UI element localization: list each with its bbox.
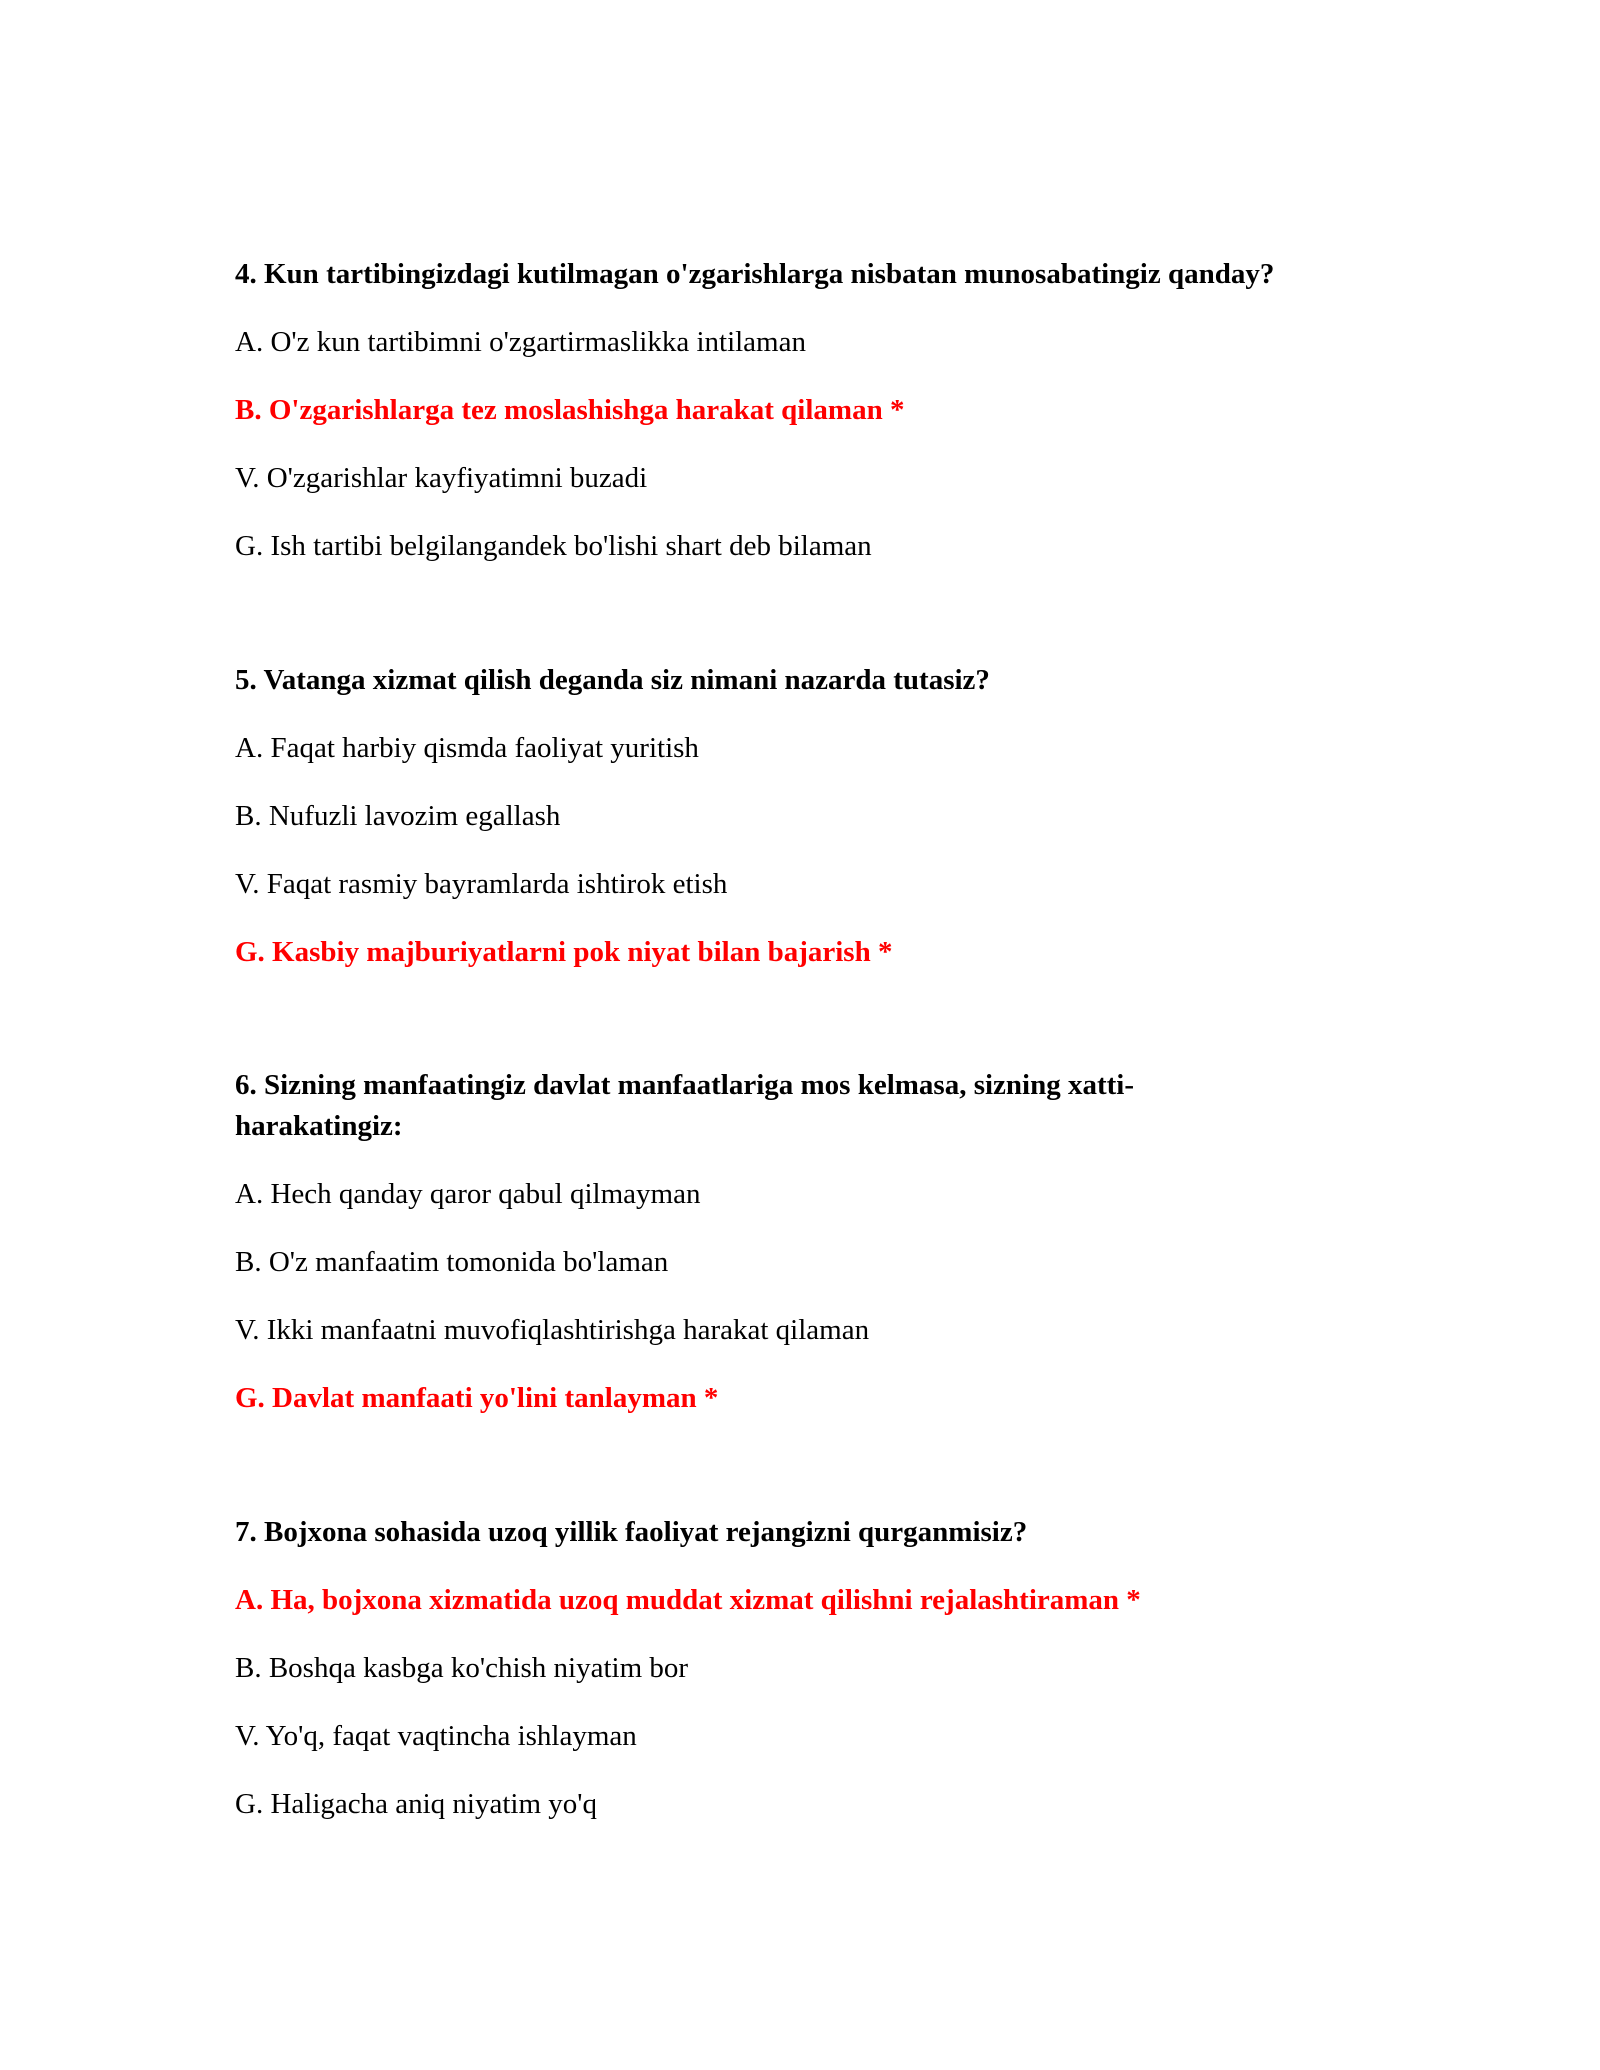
question-title: 7. Bojxona sohasida uzoq yillik faoliyat rejangizni qurganmisiz?	[235, 1516, 1028, 1548]
question-4	[235, 254, 1395, 562]
option-a: A. O'z kun tartibimni o'zgartirmaslikka intilaman	[235, 326, 806, 358]
option-g: G. Ish tartibi belgilangandek bo'lishi shart deb bilaman	[235, 530, 872, 562]
option-v: V. Ikki manfaatni muvofiqlashtirishga harakat qilaman	[235, 1314, 870, 1346]
option-b-correct: B. O'zgarishlarga tez moslashishga harakat qilaman *	[235, 394, 905, 426]
option-g-correct: G. Davlat manfaati yo'lini tanlayman *	[235, 1382, 719, 1414]
option-v: V. Faqat rasmiy bayramlarda ishtirok etish	[235, 868, 728, 900]
question-title: 5. Vatanga xizmat qilish deganda siz nimani nazarda tutasiz?	[235, 664, 990, 696]
option-a-correct: A. Ha, bojxona xizmatida uzoq muddat xizmat qilishni rejalashtiraman *	[235, 1584, 1141, 1616]
option-b: B. Nufuzli lavozim egallash	[235, 800, 561, 832]
option-v: V. O'zgarishlar kayfiyatimni buzadi	[235, 462, 648, 494]
option-b: B. Boshqa kasbga ko'chish niyatim bor	[235, 1652, 689, 1684]
question-title: 4. Kun tartibingizdagi kutilmagan o'zgarishlarga nisbatan munosabatingiz qanday?	[235, 258, 1275, 290]
question-6	[235, 1065, 1395, 1414]
option-g-correct: G. Kasbiy majburiyatlarni pok niyat bilan bajarish *	[235, 936, 893, 968]
question-title: 6. Sizning manfaatingiz davlat manfaatlariga mos kelmasa, sizning xatti-harakatingiz:	[235, 1069, 1135, 1142]
question-5	[235, 660, 1395, 968]
option-g: G. Haligacha aniq niyatim yo'q	[235, 1788, 597, 1820]
option-a: A. Faqat harbiy qismda faoliyat yuritish	[235, 732, 699, 764]
option-a: A. Hech qanday qaror qabul qilmayman	[235, 1178, 701, 1210]
option-b: B. O'z manfaatim tomonida bo'laman	[235, 1246, 669, 1278]
option-v: V. Yo'q, faqat vaqtincha ishlayman	[235, 1720, 637, 1752]
question-7	[235, 1512, 1395, 1820]
